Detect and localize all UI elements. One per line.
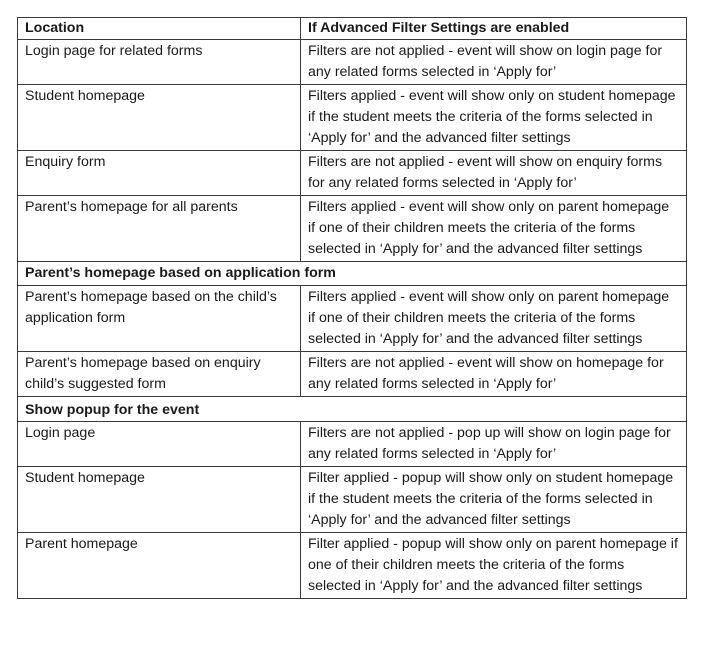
table-row — [18, 533, 687, 599]
filter-cell — [301, 467, 687, 533]
filter-text: Filters are not applied - event will show on login page for any related forms selected in ‘Apply for’ — [308, 43, 663, 80]
filter-cell — [301, 286, 687, 352]
filter-cell — [301, 422, 687, 467]
location-cell — [18, 286, 301, 352]
filter-settings-table — [17, 17, 687, 599]
filter-cell — [301, 533, 687, 599]
section-header-show-popup — [18, 397, 687, 422]
location-text: Student homepage — [25, 470, 145, 486]
location-text: Login page for related forms — [25, 43, 203, 59]
header-location: Location — [18, 18, 301, 40]
filter-text: Filters are not applied - event will show on enquiry forms for any related forms selected in ‘Apply for’ — [308, 154, 663, 191]
filter-text: Filter applied - popup will show only on student homepage if the student meets the criteria of the forms selected in ‘Apply for’ and the advanced filter settings — [308, 470, 674, 528]
location-cell — [18, 151, 301, 196]
table-row — [18, 196, 687, 262]
filter-cell — [301, 85, 687, 151]
filter-text: Filter applied - popup will show only on parent homepage if one of their children meets the criteria of the forms selected in ‘Apply for’ and the advanced filter settings — [308, 536, 678, 594]
filter-text: Filters are not applied - event will show on homepage for any related forms selected in ‘Apply for’ — [308, 355, 664, 392]
location-cell — [18, 352, 301, 397]
table-header-row — [18, 18, 687, 40]
filter-cell — [301, 352, 687, 397]
location-text: Enquiry form — [25, 154, 106, 170]
location-text: Parent homepage — [25, 536, 138, 552]
table-row — [18, 422, 687, 467]
location-cell — [18, 422, 301, 467]
table-row — [18, 286, 687, 352]
filter-cell — [301, 196, 687, 262]
section-header-application-form — [18, 262, 687, 286]
header-filter-settings: If Advanced Filter Settings are enabled — [301, 18, 687, 40]
filter-text: Filters are not applied - pop up will show on login page for any related forms selected in ‘Apply for’ — [308, 425, 671, 462]
section-title-cell — [18, 262, 687, 286]
location-cell — [18, 85, 301, 151]
location-text: Parent’s homepage based on the child’s application form — [25, 289, 277, 326]
table-row — [18, 467, 687, 533]
location-text: Parent’s homepage based on enquiry child’s suggested form — [25, 355, 261, 392]
location-cell — [18, 40, 301, 85]
section-title: Show popup for the event — [25, 402, 200, 418]
filter-text: Filters applied - event will show only on student homepage if the student meets the criteria of the forms selected in ‘Apply for’ and the advanced filter settings — [308, 88, 676, 146]
filter-cell — [301, 40, 687, 85]
location-text: Student homepage — [25, 88, 145, 104]
location-cell — [18, 533, 301, 599]
section-title-cell — [18, 397, 687, 422]
location-text: Parent’s homepage for all parents — [25, 199, 238, 215]
table-row — [18, 85, 687, 151]
table-row — [18, 40, 687, 85]
filter-cell — [301, 151, 687, 196]
filter-text: Filters applied - event will show only on parent homepage if one of their children meets the criteria of the forms selected in ‘Apply for’ and the advanced filter settings — [308, 289, 670, 347]
location-cell — [18, 467, 301, 533]
filter-text: Filters applied - event will show only on parent homepage if one of their children meets the criteria of the forms selected in ‘Apply for’ and the advanced filter settings — [308, 199, 670, 257]
location-cell — [18, 196, 301, 262]
table-row — [18, 151, 687, 196]
table-row — [18, 352, 687, 397]
location-text: Login page — [25, 425, 96, 441]
section-title: Parent’s homepage based on application form — [25, 265, 336, 281]
